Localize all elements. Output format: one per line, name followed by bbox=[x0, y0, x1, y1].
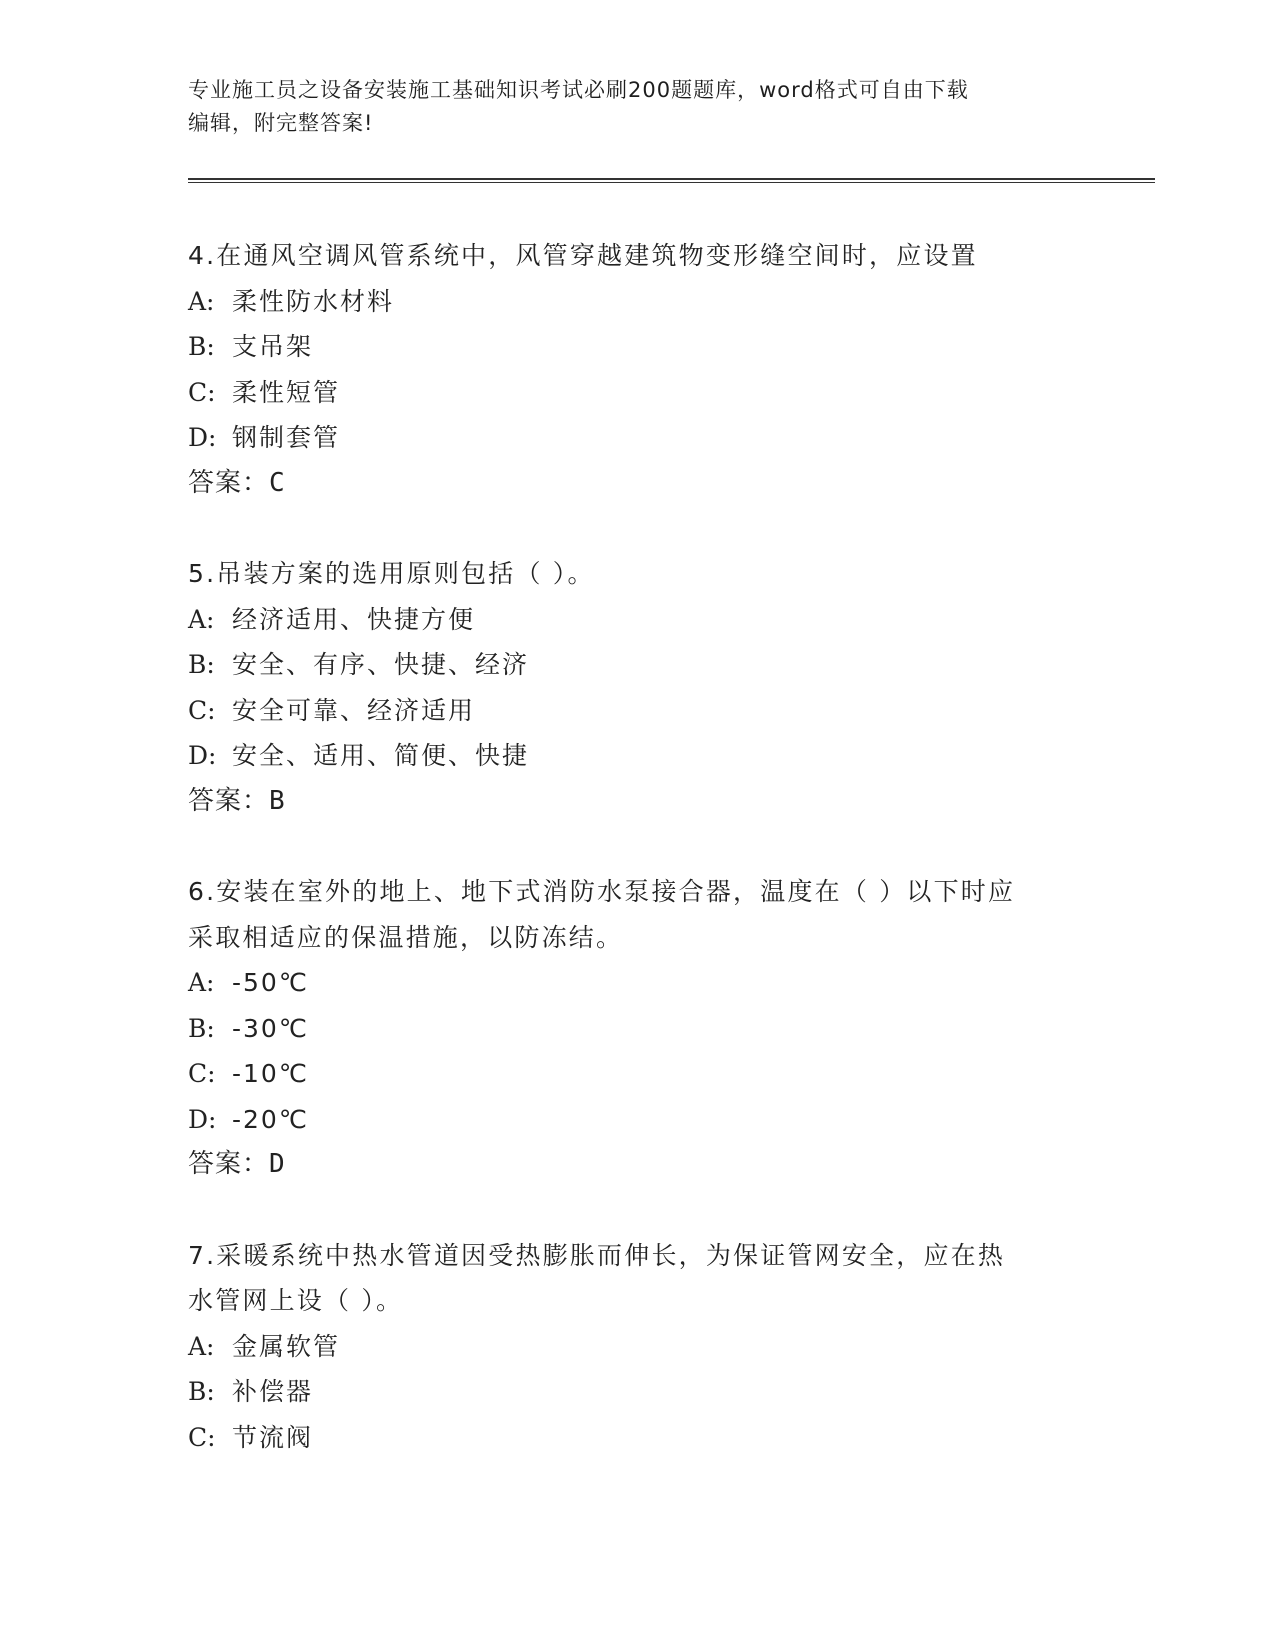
option-text: 经济适用、快捷方便 bbox=[232, 604, 476, 634]
header-title-line-1: 专业施工员之设备安装施工基础知识考试必刷200题题库，word格式可自由下载 bbox=[188, 78, 969, 102]
answer-option bbox=[188, 642, 1148, 688]
option-letter: B: bbox=[188, 650, 215, 679]
question-block bbox=[188, 869, 1148, 1188]
question-stem-line: 水管网上设（ ）。 bbox=[188, 1286, 404, 1315]
option-text: -20℃ bbox=[232, 1104, 309, 1134]
answer-option bbox=[188, 324, 1148, 370]
answer-option bbox=[188, 1369, 1148, 1415]
answer-option bbox=[188, 733, 1148, 779]
option-letter: C: bbox=[188, 377, 216, 407]
option-letter: C: bbox=[188, 1059, 216, 1088]
option-letter: A: bbox=[188, 1331, 215, 1361]
option-text: 支吊架 bbox=[232, 332, 314, 361]
question-block bbox=[188, 233, 1148, 506]
option-text: 金属软管 bbox=[232, 1331, 341, 1361]
question-stem-line: 6.安装在室外的地上、地下式消防水泵接合器，温度在（ ）以下时应 bbox=[188, 877, 1016, 906]
answer-option bbox=[188, 960, 1148, 1006]
option-text: 节流阀 bbox=[232, 1422, 314, 1452]
option-letter: D: bbox=[188, 741, 217, 770]
option-text: 柔性防水材料 bbox=[232, 286, 395, 316]
option-letter: A: bbox=[188, 968, 215, 997]
answer-label: 答案： bbox=[188, 785, 270, 816]
option-text: -30℃ bbox=[232, 1013, 309, 1043]
answer-value: B bbox=[269, 785, 286, 816]
option-text: 安全、有序、快捷、经济 bbox=[232, 650, 530, 679]
answer-label: 答案： bbox=[188, 1149, 270, 1179]
option-letter: B: bbox=[188, 1013, 215, 1043]
answer-line bbox=[188, 779, 1148, 825]
option-letter: C: bbox=[188, 1422, 216, 1452]
answer-option bbox=[188, 370, 1148, 416]
question-stem-line: 7.采暖系统中热水管道因受热膨胀而伸长，为保证管网安全，应在热 bbox=[188, 1240, 1006, 1270]
question-stem-line: 采取相适应的保温措施，以防冻结。 bbox=[188, 922, 624, 952]
answer-option bbox=[188, 688, 1148, 734]
header-title-line-2: 编辑，附完整答案! bbox=[188, 111, 374, 135]
option-text: -10℃ bbox=[232, 1059, 309, 1088]
option-text: 钢制套管 bbox=[232, 423, 341, 452]
option-letter: D: bbox=[188, 423, 217, 452]
answer-option bbox=[188, 1097, 1148, 1143]
question-stem-line: 4.在通风空调风管系统中，风管穿越建筑物变形缝空间时，应设置 bbox=[188, 241, 978, 270]
option-text: 补偿器 bbox=[232, 1377, 314, 1406]
option-text: 安全、适用、简便、快捷 bbox=[232, 741, 530, 770]
question-stem-line: 5.吊装方案的选用原则包括（ ）。 bbox=[188, 559, 595, 588]
option-letter: B: bbox=[188, 1377, 215, 1406]
document-header bbox=[188, 74, 1068, 140]
option-text: 安全可靠、经济适用 bbox=[232, 695, 476, 725]
option-letter: C: bbox=[188, 695, 216, 725]
answer-line bbox=[188, 461, 1148, 507]
answer-value: D bbox=[269, 1149, 286, 1179]
answer-option bbox=[188, 1415, 1148, 1461]
question-block bbox=[188, 551, 1148, 824]
option-letter: A: bbox=[188, 604, 215, 634]
answer-option bbox=[188, 415, 1148, 461]
answer-option bbox=[188, 1051, 1148, 1097]
answer-label: 答案： bbox=[188, 467, 270, 498]
option-letter: D: bbox=[188, 1104, 217, 1134]
answer-option bbox=[188, 279, 1148, 325]
option-text: -50℃ bbox=[232, 968, 309, 997]
answer-option bbox=[188, 597, 1148, 643]
header-divider bbox=[188, 178, 1155, 183]
option-letter: A: bbox=[188, 286, 215, 316]
answer-value: C bbox=[269, 467, 286, 498]
answer-option bbox=[188, 1006, 1148, 1052]
option-letter: B: bbox=[188, 332, 215, 361]
option-text: 柔性短管 bbox=[232, 377, 341, 407]
question-block bbox=[188, 1233, 1148, 1461]
question-list bbox=[188, 233, 1148, 1505]
answer-line bbox=[188, 1142, 1148, 1188]
answer-option bbox=[188, 1324, 1148, 1370]
